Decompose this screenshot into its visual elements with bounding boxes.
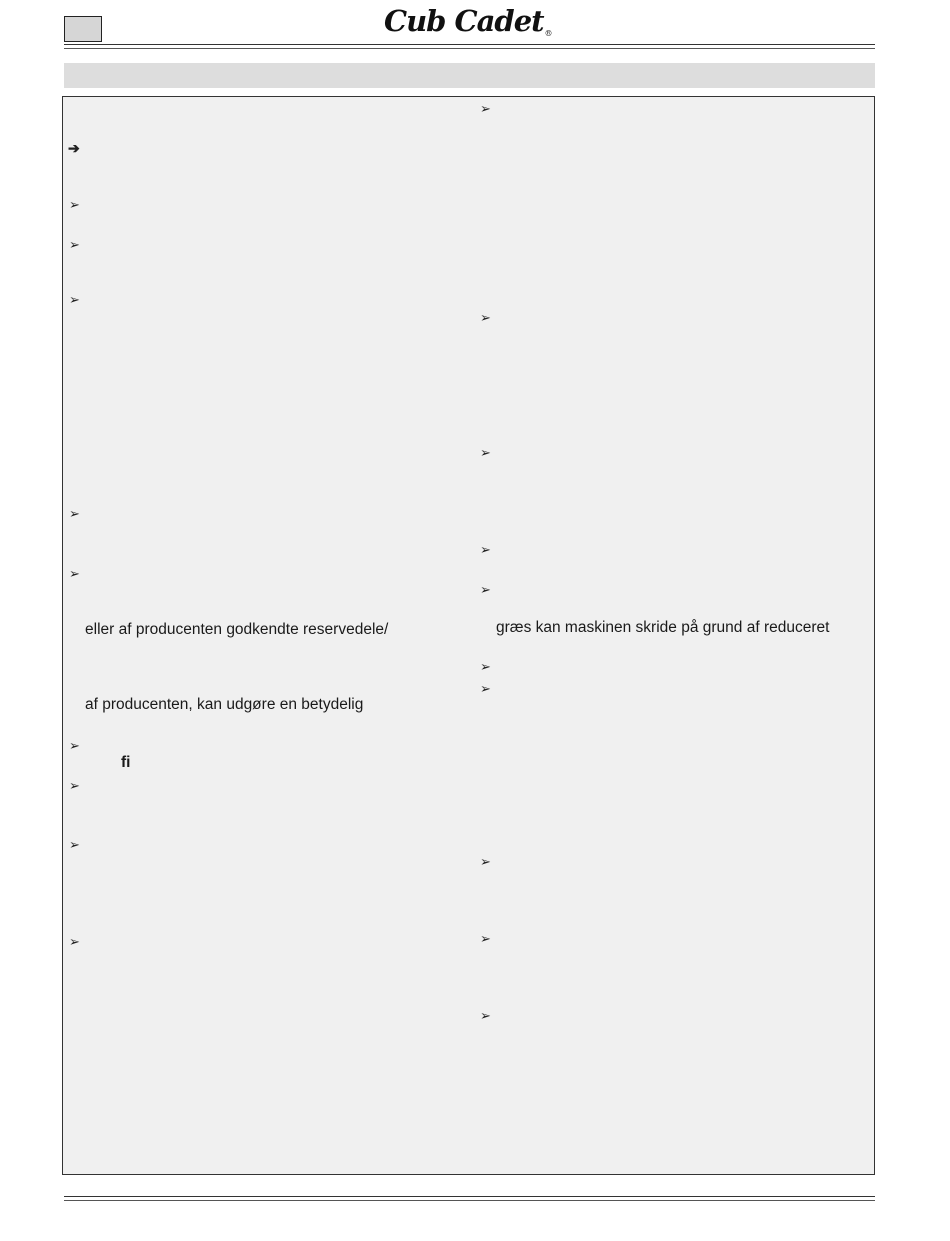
triangle-bullet-icon: ➢ <box>480 659 491 674</box>
triangle-bullet-icon: ➢ <box>69 197 80 212</box>
triangle-bullet-icon: ➢ <box>480 582 491 597</box>
triangle-bullet-icon: ➢ <box>480 101 491 116</box>
triangle-bullet-icon: ➢ <box>69 566 80 581</box>
triangle-bullet-icon: ➢ <box>69 292 80 307</box>
footer-rule-thin <box>64 1200 875 1201</box>
triangle-bullet-icon: ➢ <box>69 934 80 949</box>
triangle-bullet-icon: ➢ <box>480 310 491 325</box>
section-title-bar <box>64 63 875 88</box>
page-number-box <box>64 16 102 42</box>
triangle-bullet-icon: ➢ <box>480 854 491 869</box>
left-text-fragment: fi <box>121 754 131 771</box>
triangle-bullet-icon: ➢ <box>69 506 80 521</box>
arrow-right-icon: ➔ <box>68 140 80 156</box>
triangle-bullet-icon: ➢ <box>69 237 80 252</box>
registered-mark: ® <box>544 29 552 38</box>
left-text-line: af producenten, kan udgøre en betydelig <box>85 696 364 713</box>
footer-rule <box>64 1196 875 1197</box>
triangle-bullet-icon: ➢ <box>69 738 80 753</box>
right-text-line: græs kan maskinen skride på grund af reduceret <box>496 619 830 636</box>
triangle-bullet-icon: ➢ <box>480 1008 491 1023</box>
triangle-bullet-icon: ➢ <box>69 837 80 852</box>
triangle-bullet-icon: ➢ <box>480 445 491 460</box>
header-rule-thin <box>64 48 875 49</box>
cub-cadet-logo <box>384 4 552 38</box>
left-text-line: eller af producenten godkendte reservedele/ <box>85 621 389 638</box>
triangle-bullet-icon: ➢ <box>480 681 491 696</box>
header-rule <box>64 44 875 45</box>
logo-text: Cub Cadet <box>384 4 544 38</box>
triangle-bullet-icon: ➢ <box>69 778 80 793</box>
triangle-bullet-icon: ➢ <box>480 931 491 946</box>
triangle-bullet-icon: ➢ <box>480 542 491 557</box>
